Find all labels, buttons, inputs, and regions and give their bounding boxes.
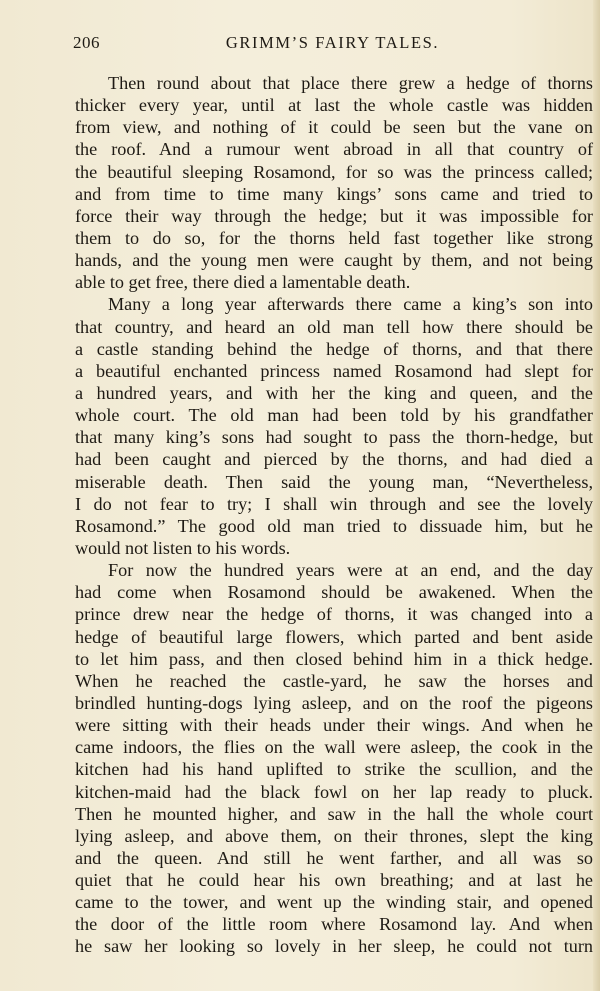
- page-header: [73, 33, 592, 55]
- text-line: hedge of beautiful large flowers, which parted and bent aside: [75, 626, 593, 647]
- text-line: brindled hunting-dogs lying asleep, and on the roof the pigeons: [75, 692, 593, 713]
- text-line: Many a long year afterwards there came a king’s son into: [108, 294, 593, 315]
- text-line: Then he mounted higher, and saw in the hall the whole court: [75, 803, 593, 824]
- text-line: thicker every year, until at last the whole castle was hidden: [75, 95, 593, 116]
- text-line: For now the hundred years were at an end, and the day: [108, 560, 593, 581]
- running-title: GRIMM’S FAIRY TALES.: [225, 33, 440, 52]
- text-line: Then round about that place there grew a hedge of thorns: [108, 73, 593, 93]
- page-number: 206: [73, 33, 100, 52]
- text-line: whole court. The old man had been told by his grandfather: [75, 405, 593, 426]
- text-line: came to the tower, and went up the winding stair, and opened: [75, 892, 593, 913]
- text-line: the roof. And a rumour went abroad in all that country of: [75, 139, 593, 160]
- text-line: that many king’s sons had sought to pass the thorn-hedge, but: [75, 427, 593, 448]
- text-line: and the queen. And still he went farther, and all was so: [75, 847, 593, 868]
- text-line: came indoors, the flies on the wall were asleep, the cook in the: [75, 737, 593, 758]
- text-line: would not listen to his words.: [75, 537, 291, 558]
- text-line: kitchen-maid had the black fowl on her lap ready to pluck.: [75, 781, 593, 802]
- body-text: [75, 72, 593, 958]
- text-line: from view, and nothing of it could be seen but the vane on: [75, 117, 593, 138]
- text-line: force their way through the hedge; but it was impossible for: [75, 205, 593, 226]
- text-line: the beautiful sleeping Rosamond, for so was the princess called;: [75, 161, 593, 182]
- text-line: a hundred years, and with her the king and queen, and the: [75, 382, 593, 403]
- text-line: When he reached the castle-yard, he saw the horses and: [75, 670, 593, 691]
- text-line: the door of the little room where Rosamond lay. And when: [75, 914, 593, 935]
- text-line: them to do so, for the thorns held fast together like strong: [75, 227, 593, 248]
- text-line: he saw her looking so lovely in her sleep, he could not turn: [75, 936, 593, 957]
- text-line: to let him pass, and then closed behind him in a thick hedge.: [75, 648, 593, 669]
- text-line: prince drew near the hedge of thorns, it was changed into a: [75, 604, 593, 625]
- text-line: quiet that he could hear his own breathing; and at last he: [75, 870, 593, 891]
- text-line: a castle standing behind the hedge of thorns, and that there: [75, 338, 593, 359]
- text-line: Rosamond.” The good old man tried to dissuade him, but he: [75, 515, 593, 536]
- text-line: kitchen had his hand uplifted to strike the scullion, and the: [75, 759, 593, 780]
- text-line: a beautiful enchanted princess named Rosamond had slept for: [75, 360, 593, 381]
- text-line: and from time to time many kings’ sons came and tried to: [75, 183, 593, 204]
- text-line: I do not fear to try; I shall win through and see the lovely: [75, 493, 593, 514]
- text-line: were sitting with their heads under their wings. And when he: [75, 715, 593, 736]
- text-line: that country, and heard an old man tell how there should be: [75, 316, 593, 337]
- text-line: had come when Rosamond should be awakened. When the: [75, 582, 593, 603]
- text-line: had been caught and pierced by the thorns, and had died a: [75, 449, 593, 470]
- text-line: lying asleep, and above them, on their thrones, slept the king: [75, 825, 593, 846]
- text-line: miserable death. Then said the young man, “Nevertheless,: [75, 471, 593, 492]
- page-edge-shadow: [593, 0, 600, 991]
- text-line: hands, and the young men were caught by them, and not being: [75, 250, 593, 271]
- text-line: able to get free, there died a lamentable death.: [75, 272, 411, 293]
